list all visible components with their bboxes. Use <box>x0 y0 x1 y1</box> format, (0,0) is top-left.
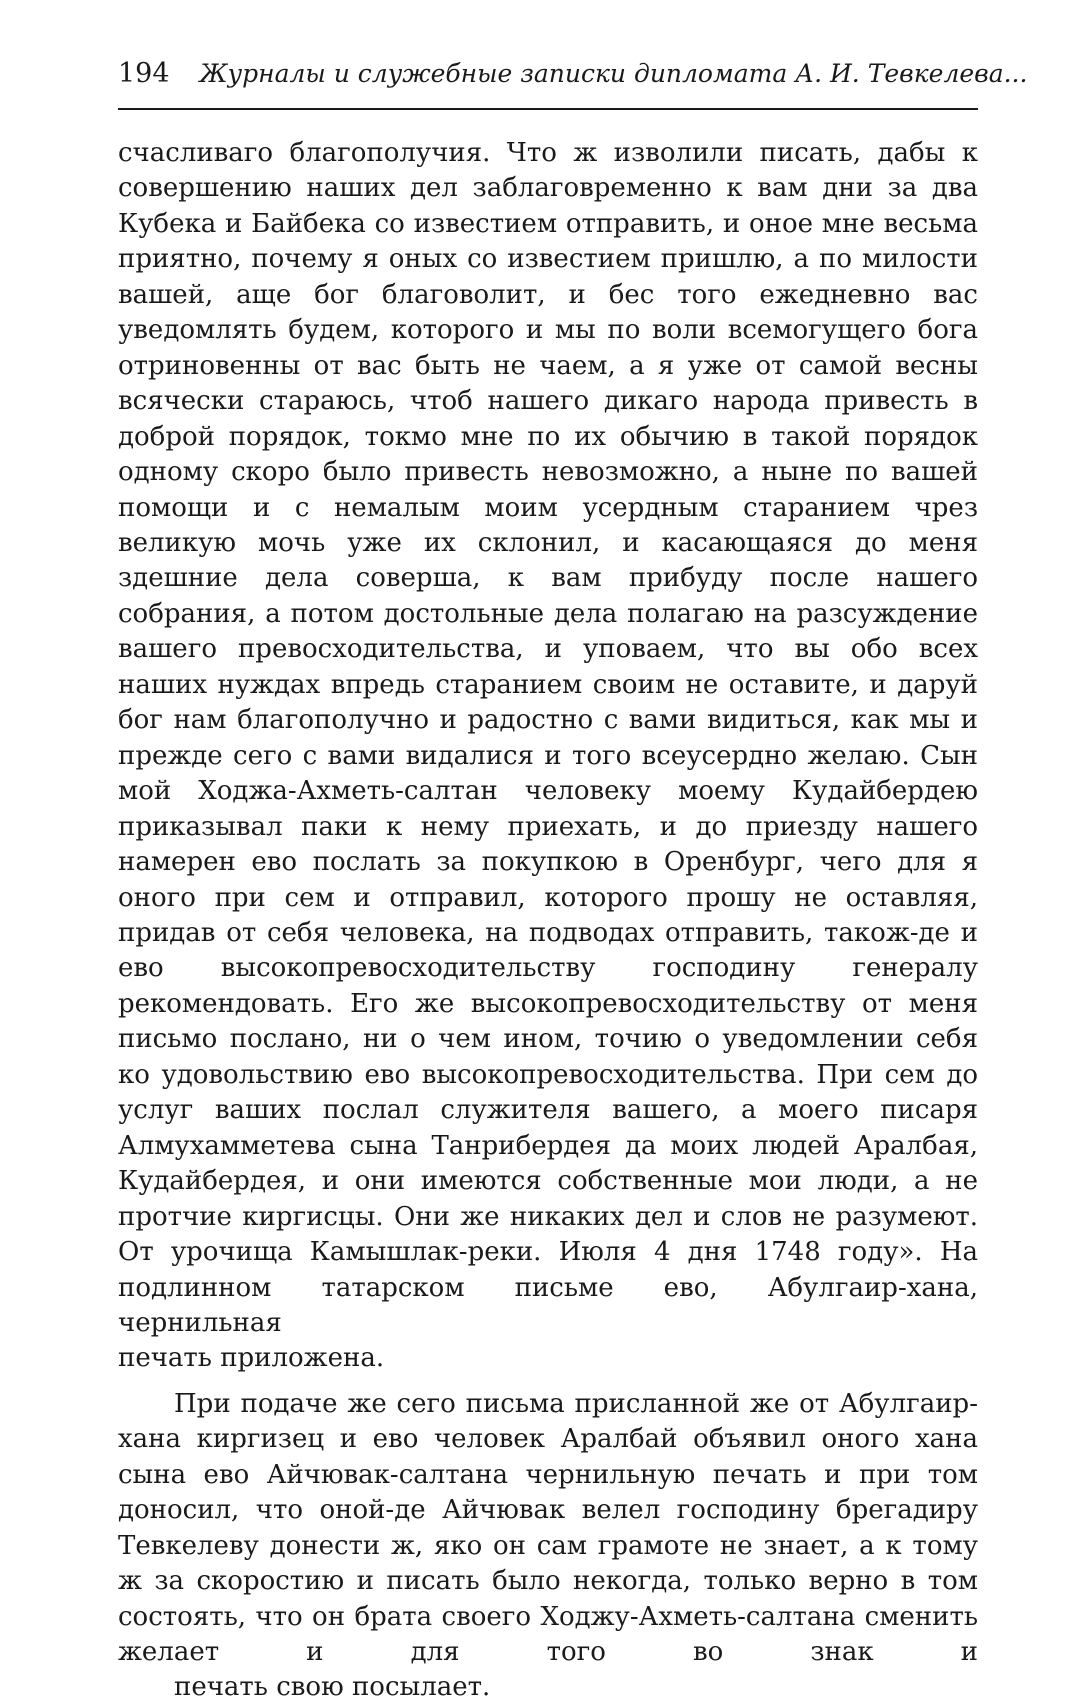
header-rule <box>118 108 978 110</box>
page-number: 194 <box>118 58 170 89</box>
paragraph-1-last-line: печать приложена. <box>118 1343 385 1374</box>
paragraph-2-text: При подаче же сего письма присланной же от Абулгаир-хана киргизец и ево человек Аралбай объявил оного хана сына ево Айчювак-салтана чернильную печать и при том доносил, что оной-де Айчювак велел господину брегадиру Тевкелеву донести ж, яко он сам грамоте не знает, а к тому ж за скоростию и писать было некогда, только верно в том состоять, что он брата своего Ходжу-Ахметь-салтана сменить желает и для того во знак и <box>118 1388 978 1668</box>
page-header <box>118 56 1028 100</box>
running-title: Журналы и служебные записки дипломата А. И. Тевкелева... <box>199 59 1028 88</box>
paragraph-2 <box>118 1387 978 1706</box>
paragraph-2-last-line: печать свою посылает. <box>174 1672 491 1703</box>
paragraph-1-text: счасливаго благополучия. Что ж изволили писать, дабы к совершению наших дел заблаговременно к вам дни за два Кубека и Байбека со известием отправить, и оное мне весьма приятно, почему я оных со известием пришлю, а по милости вашей, аще бог благоволит, и бес того ежедневно вас уведомлять будем, которого и мы по воли всемогущего бога отриновенны от вас быть не чаем, а я уже от самой весны всячески стараюсь, чтоб нашего дикаго народа привесть в доброй порядок, токмо мне по их обычию в такой порядок одному скоро было привесть невозможно, а ныне по вашей помощи и с немалым моим усердным старанием чрез великую мочь уже их склонил, и касающаяся до меня здешние дела соверша, к вам прибуду после нашего собрания, а потом достольные дела полагаю на разсуждение вашего превосходительства, и уповаем, что вы обо всех наших нуждах впредь старанием своим не оставите, и даруй бог нам благополучно и радостно с вами видиться, как мы и прежде сего с вами видалися и того всеусердно желаю. Сын мой Ходжа-Ахметь-салтан человеку моему Кудайбердею приказывал паки к нему приехать, и до приезду нашего намерен ево послать за покупкою в Оренбург, чего для я оного при сем и отправил, которого прошу не оставляя, придав от себя человека, на подводах отправить, також-де и ево высокопревосходительству господину генералу рекомендовать. Его же высокопревосходительству от меня письмо послано, ни о чем ином, точию о уведомлении себя ко удовольствию ево высокопревосходительства. При сем до услуг ваших послал служителя вашего, а моего писаря Алмухамметева сына Танрибердея да моих людей Аралбая, Кудайбердея, и они имеются собственные мои люди, а не протчие киргисцы. Они же никаких дел и слов не разумеют. От урочища Камышлак-реки. Июля 4 дня 1748 году». На подлинном татарском письме ево, Абулгаир-хана, чернильная <box>118 138 978 1338</box>
paragraph-1 <box>118 136 978 1377</box>
body-text <box>118 136 978 1706</box>
